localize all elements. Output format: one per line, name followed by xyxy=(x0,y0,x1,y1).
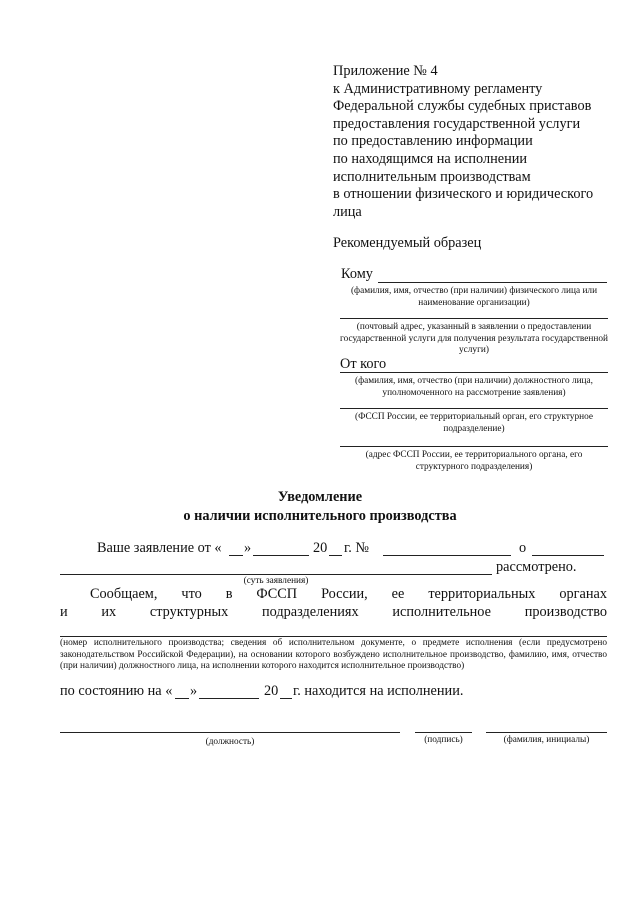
annex-line: по предоставлению информации xyxy=(333,133,533,150)
proceeding-details-line xyxy=(60,636,607,637)
from-address-hint: (адрес ФССП России, ее территориального органа, его структурного подразделения) xyxy=(365,450,583,472)
position-hint: (должность) xyxy=(205,737,255,747)
from-official-line xyxy=(340,372,608,373)
application-month-line xyxy=(253,555,309,556)
application-day-line xyxy=(229,555,243,556)
annex-line: к Административному регламенту xyxy=(333,80,543,97)
notice-subtitle: о наличии исполнительного производства xyxy=(183,508,457,524)
from-official-hint: (фамилия, имя, отчество (при наличии) должностного лица, уполномоченного на рассмотрение заявления) xyxy=(355,376,593,398)
full-name-line xyxy=(486,732,607,733)
from-org-hint: (ФССП России, ее территориальный орган, его структурное подразделение) xyxy=(355,412,593,434)
application-number-line xyxy=(383,555,511,556)
from-org-line xyxy=(340,408,608,409)
full-name-hint: (фамилия, инициалы) xyxy=(503,735,590,745)
application-number-label: г. № xyxy=(344,540,370,556)
to-address-line xyxy=(340,318,608,319)
annex-line: по находящимся на исполнении xyxy=(333,150,528,167)
application-about: о xyxy=(519,540,527,556)
to-name-line xyxy=(378,282,607,283)
annex-line: Федеральной службы судебных приставов xyxy=(333,98,592,115)
application-year-line xyxy=(329,555,342,556)
from-address-line xyxy=(340,446,608,447)
status-month-line xyxy=(199,698,259,699)
from-label: От кого xyxy=(340,356,387,372)
considered-text: рассмотрено. xyxy=(496,559,577,575)
application-year: 20 xyxy=(313,540,328,556)
annex-line: Приложение № 4 xyxy=(333,63,438,79)
annex-line: в отношении физического и юридического xyxy=(333,186,594,203)
to-address-hint: (почтовый адрес, указанный в заявлении о предоставлении государственной услуги для получения результата государственной услуги) xyxy=(340,322,608,355)
annex-line: лица xyxy=(333,203,362,220)
status-quote: » xyxy=(190,683,198,699)
application-essence-line xyxy=(60,574,492,575)
status-year-line xyxy=(280,698,292,699)
application-prefix: Ваше заявление от « xyxy=(97,540,222,556)
signature-line xyxy=(415,732,472,733)
signature-hint: (подпись) xyxy=(424,735,463,745)
application-about-line xyxy=(532,555,604,556)
position-line xyxy=(60,732,400,733)
to-label: Кому xyxy=(341,266,373,282)
annex-line: исполнительным производствам xyxy=(333,168,531,185)
annex-line: предоставления государственной услуги xyxy=(333,115,581,132)
to-name-hint: (фамилия, имя, отчество (при наличии) физического лица или наименование организации) xyxy=(350,286,598,308)
proceeding-note: (номер исполнительного производства; сведения об исполнительном документе, о предмете исполнения (если предусмотрено законодательством Российской Федерации), на основании которого возбуждено исполнительное производство, фамилию, имя, отчество (при наличии) должностного лица, на исполнении которого находится исполнительное производство) xyxy=(60,638,607,672)
essence-hint: (суть заявления) xyxy=(243,576,309,586)
status-prefix: по состоянию на « xyxy=(60,683,173,699)
notice-title: Уведомление xyxy=(277,489,363,505)
inform-line-1: Сообщаем, что в ФССП России, ее территориальных органах xyxy=(90,586,607,602)
status-suffix: г. находится на исполнении. xyxy=(293,683,464,699)
annex-header xyxy=(333,63,633,221)
application-quote: » xyxy=(244,540,252,556)
status-day-line xyxy=(175,698,189,699)
inform-line-2: и их структурных подразделениях исполнительное производство xyxy=(60,604,607,620)
recommended-sample-label: Рекомендуемый образец xyxy=(333,235,482,251)
status-year: 20 xyxy=(264,683,279,699)
